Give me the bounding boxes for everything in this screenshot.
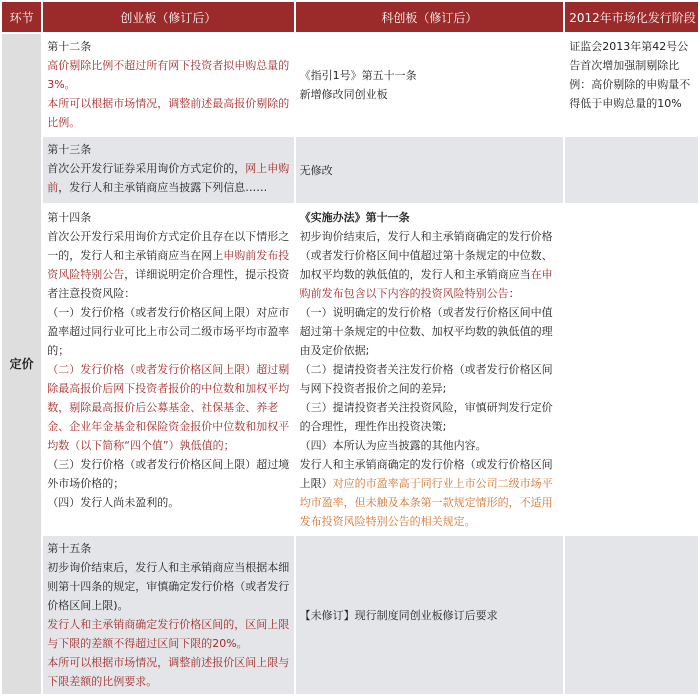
table-row xyxy=(2,536,698,694)
header-section: 环节 xyxy=(2,2,41,32)
cell-chinext-art13 xyxy=(43,137,293,203)
cell-chinext-art15 xyxy=(43,536,293,694)
section-cell xyxy=(2,34,41,694)
body-text: 新增修改同创业板 xyxy=(299,87,388,101)
body-text: 无修改 xyxy=(299,163,333,177)
highlight-text: 网上申购前 xyxy=(47,162,290,194)
article-title: 第十二条 xyxy=(47,40,92,53)
body-text: ，发行人和主承销商应当披露下列信息…… xyxy=(58,181,268,194)
body-text: ，详细说明定价合理性，提示投资者注意投资风险： xyxy=(47,268,290,300)
cell-chinext-art14 xyxy=(43,205,293,534)
highlight-text: 申购前发布投资风险特别公告 xyxy=(47,249,290,281)
list-item: （一）发行价格（或者发行价格区间上限）对应市盈率超过同行业可比上市公司二级市场平均市盈率的； xyxy=(47,306,290,357)
highlight-text: 在申购前发布包含以下内容的投资风险特别公告 xyxy=(299,268,553,300)
highlight-text: 高价剔除比例不超过所有网下投资者拟申购总量的3%。 xyxy=(47,59,290,91)
highlight-list-item: （二）发行价格（或者发行价格区间上限）超过剔除最高报价后网下投资者报价的中位数和加权平均数，剔除最高报价后公募基金、社保基金、养老金、企业年金基金和保险资金报价中位数和加权平均数（以下简称“四个值”）孰低值的； xyxy=(47,363,290,452)
cell-star-art51 xyxy=(296,34,564,135)
header-chinext: 创业板（修订后） xyxy=(43,2,293,32)
cell-chinext-art12 xyxy=(43,34,293,135)
article-title: 第十三条 xyxy=(47,143,92,156)
article-title: 《实施办法》第十一条 xyxy=(299,211,410,224)
highlight-text: 本所可以根据市场情况，调整前述最高报价剔除的比例。 xyxy=(47,97,290,129)
table-row xyxy=(2,205,698,534)
cell-2012-art14 xyxy=(565,205,698,534)
body-text: 初步询价结束后，发行人和主承销商应当根据本细则第十四条的规定，审慎确定发行价格（或者发行价格区间上限)。 xyxy=(47,561,290,612)
cell-2012-art15 xyxy=(565,536,698,694)
body-text: 首次公开发行证券采用询价方式定价的， xyxy=(47,162,246,175)
header-row xyxy=(2,2,698,32)
article-title: 第十四条 xyxy=(47,211,92,224)
cell-star-art15 xyxy=(296,536,564,694)
header-star: 科创板（修订后） xyxy=(296,2,564,32)
body-text: ： xyxy=(508,287,520,300)
body-text: 初步询价结束后，发行人和主承销商确定的发行价格（或者发行价格区间中值超过第十条规定的中位数、加权平均数的孰低值的，发行人和主承销商应当 xyxy=(299,230,553,281)
highlight-text: 本所可以根据市场情况，调整前述报价区间上限与下限差额的比例要求。 xyxy=(47,656,290,688)
highlight-text: 对应的市盈率高于同行业上市公司二级市场平均市盈率，但未触及本条第一款规定情形的，不适用发布投资风险特别公告的相关规定。 xyxy=(299,477,553,528)
table-row xyxy=(2,34,698,135)
body-text: 首次公开发行采用询价方式定价且存在以下情形之一的，发行人和主承销商应当在网上 xyxy=(47,230,290,262)
list-item: （四）发行人尚未盈利的。 xyxy=(47,496,180,509)
cell-star-art13 xyxy=(296,137,564,203)
list-item: （二）提请投资者关注发行价格（或者发行价格区间与网下投资者报价之间的差异; xyxy=(299,363,553,395)
body-text: 证监会2013年第42号公告首次增加强制剔除比例：高价剔除的申购量不得低于申购总量的10% xyxy=(569,40,691,110)
body-text: 【未修订】现行制度同创业板修订后要求 xyxy=(299,608,498,622)
section-label: 定价 xyxy=(9,356,34,371)
list-item: （四）本所认为应当披露的其他内容。 xyxy=(299,439,487,452)
cell-star-impl11 xyxy=(296,205,564,534)
highlight-text: 发行人和主承销商确定发行价格区间的，区间上限与下限的差额不得超过区间下限的20%。 xyxy=(47,618,290,650)
cell-2012-art13 xyxy=(565,137,698,203)
list-item: （一）说明确定的发行价格（或者发行价格区间中值超过第十条规定的中位数、加权平均数的孰低值的理由及定价依据; xyxy=(299,306,553,357)
article-title: 第十五条 xyxy=(47,542,92,555)
cell-2012-art12 xyxy=(565,34,698,135)
list-item: （三）提请投资者关注投资风险，审慎研判发行定价的合理性，理性作出投资决策; xyxy=(299,401,553,433)
body-text: 发行人和主承销商确定的发行价格（或发行价格区间上限） xyxy=(299,458,553,490)
article-title: 《指引1号》第五十一条 xyxy=(299,68,417,82)
list-item: （三）发行价格（或者发行价格区间上限）超过境外市场价格的； xyxy=(47,458,290,490)
table-row xyxy=(2,137,698,203)
header-2012: 2012年市场化发行阶段 xyxy=(565,2,698,32)
